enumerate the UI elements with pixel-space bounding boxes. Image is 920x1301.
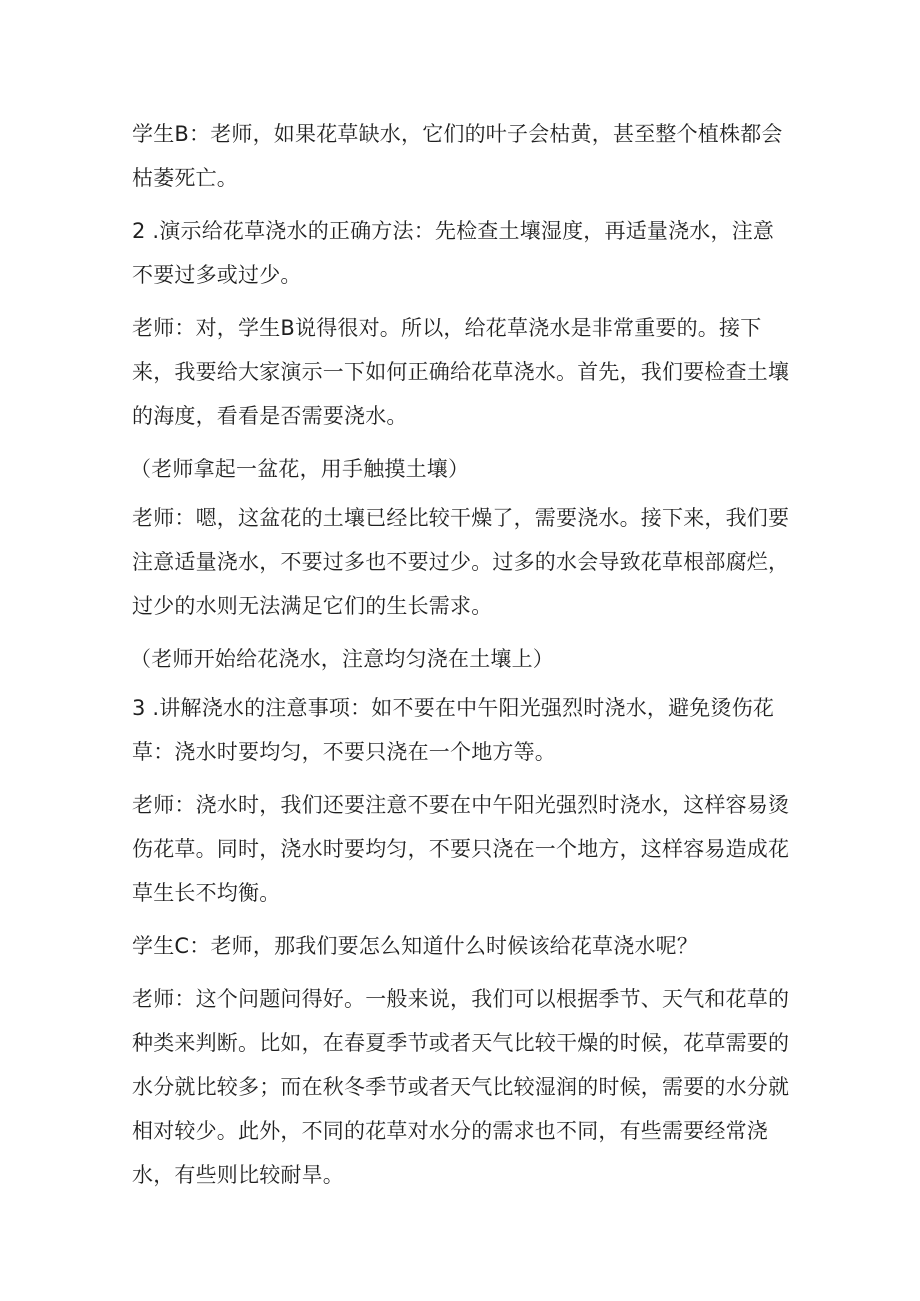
dialogue-student-c: 学生C：老师，那我们要怎么知道什么时候该给花草浇水呢？ (132, 934, 699, 958)
stage-direction-touch-soil: （老师拿起一盆花，用手触摸土壤） (130, 457, 470, 481)
step-2-heading: 2 .演示给花草浇水的正确方法：先检查土壤湿度，再适量浇水，注意不要过多或过少。 (132, 219, 775, 287)
dialogue-student-b: 学生B：老师，如果花草缺水，它们的叶子会枯黄，甚至整个植株都会枯萎死亡。 (132, 122, 783, 190)
dialogue-teacher-demo: 老师：对，学生B说得很对。所以，给花草浇水是非常重要的。接下来，我要给大家演示一下如何正确给花草浇水。首先，我们要检查土壤的海度，看看是否需要浇水。 (132, 316, 790, 428)
dialogue-teacher-watering: 老师：嗯，这盆花的土壤已经比较干燥了，需要浇水。接下来，我们要注意适量浇水，不要过多也不要过少。过多的水会导致花草根部腐烂，过少的水则无法满足它们的生长需求。 (132, 506, 790, 618)
dialogue-teacher-answer: 老师：这个问题问得好。一般来说，我们可以根据季节、天气和花草的种类来判断。比如，在春夏季节或者天气比较干燥的时候，花草需要的水分就比较多；而在秋冬季节或者天气比较湿润的时候，需要的水分就相对较少。此外，不同的花草对水分的需求也不同，有些需要经常浇水，有些则比较耐旱。 (132, 987, 790, 1187)
dialogue-teacher-precautions: 老师：浇水时，我们还要注意不要在中午阳光强烈时浇水，这样容易烫伤花草。同时，浇水时要均匀，不要只浇在一个地方，这样容易造成花草生长不均衡。 (132, 793, 790, 905)
document-body (132, 112, 792, 1206)
stage-direction-watering: （老师开始给花浇水，注意均匀浇在土壤上） (130, 647, 554, 671)
step-3-heading: 3 .讲解浇水的注意事项：如不要在中午阳光强烈时浇水，避免烫伤花草：浇水时要均匀，不要只浇在一个地方等。 (132, 696, 775, 764)
